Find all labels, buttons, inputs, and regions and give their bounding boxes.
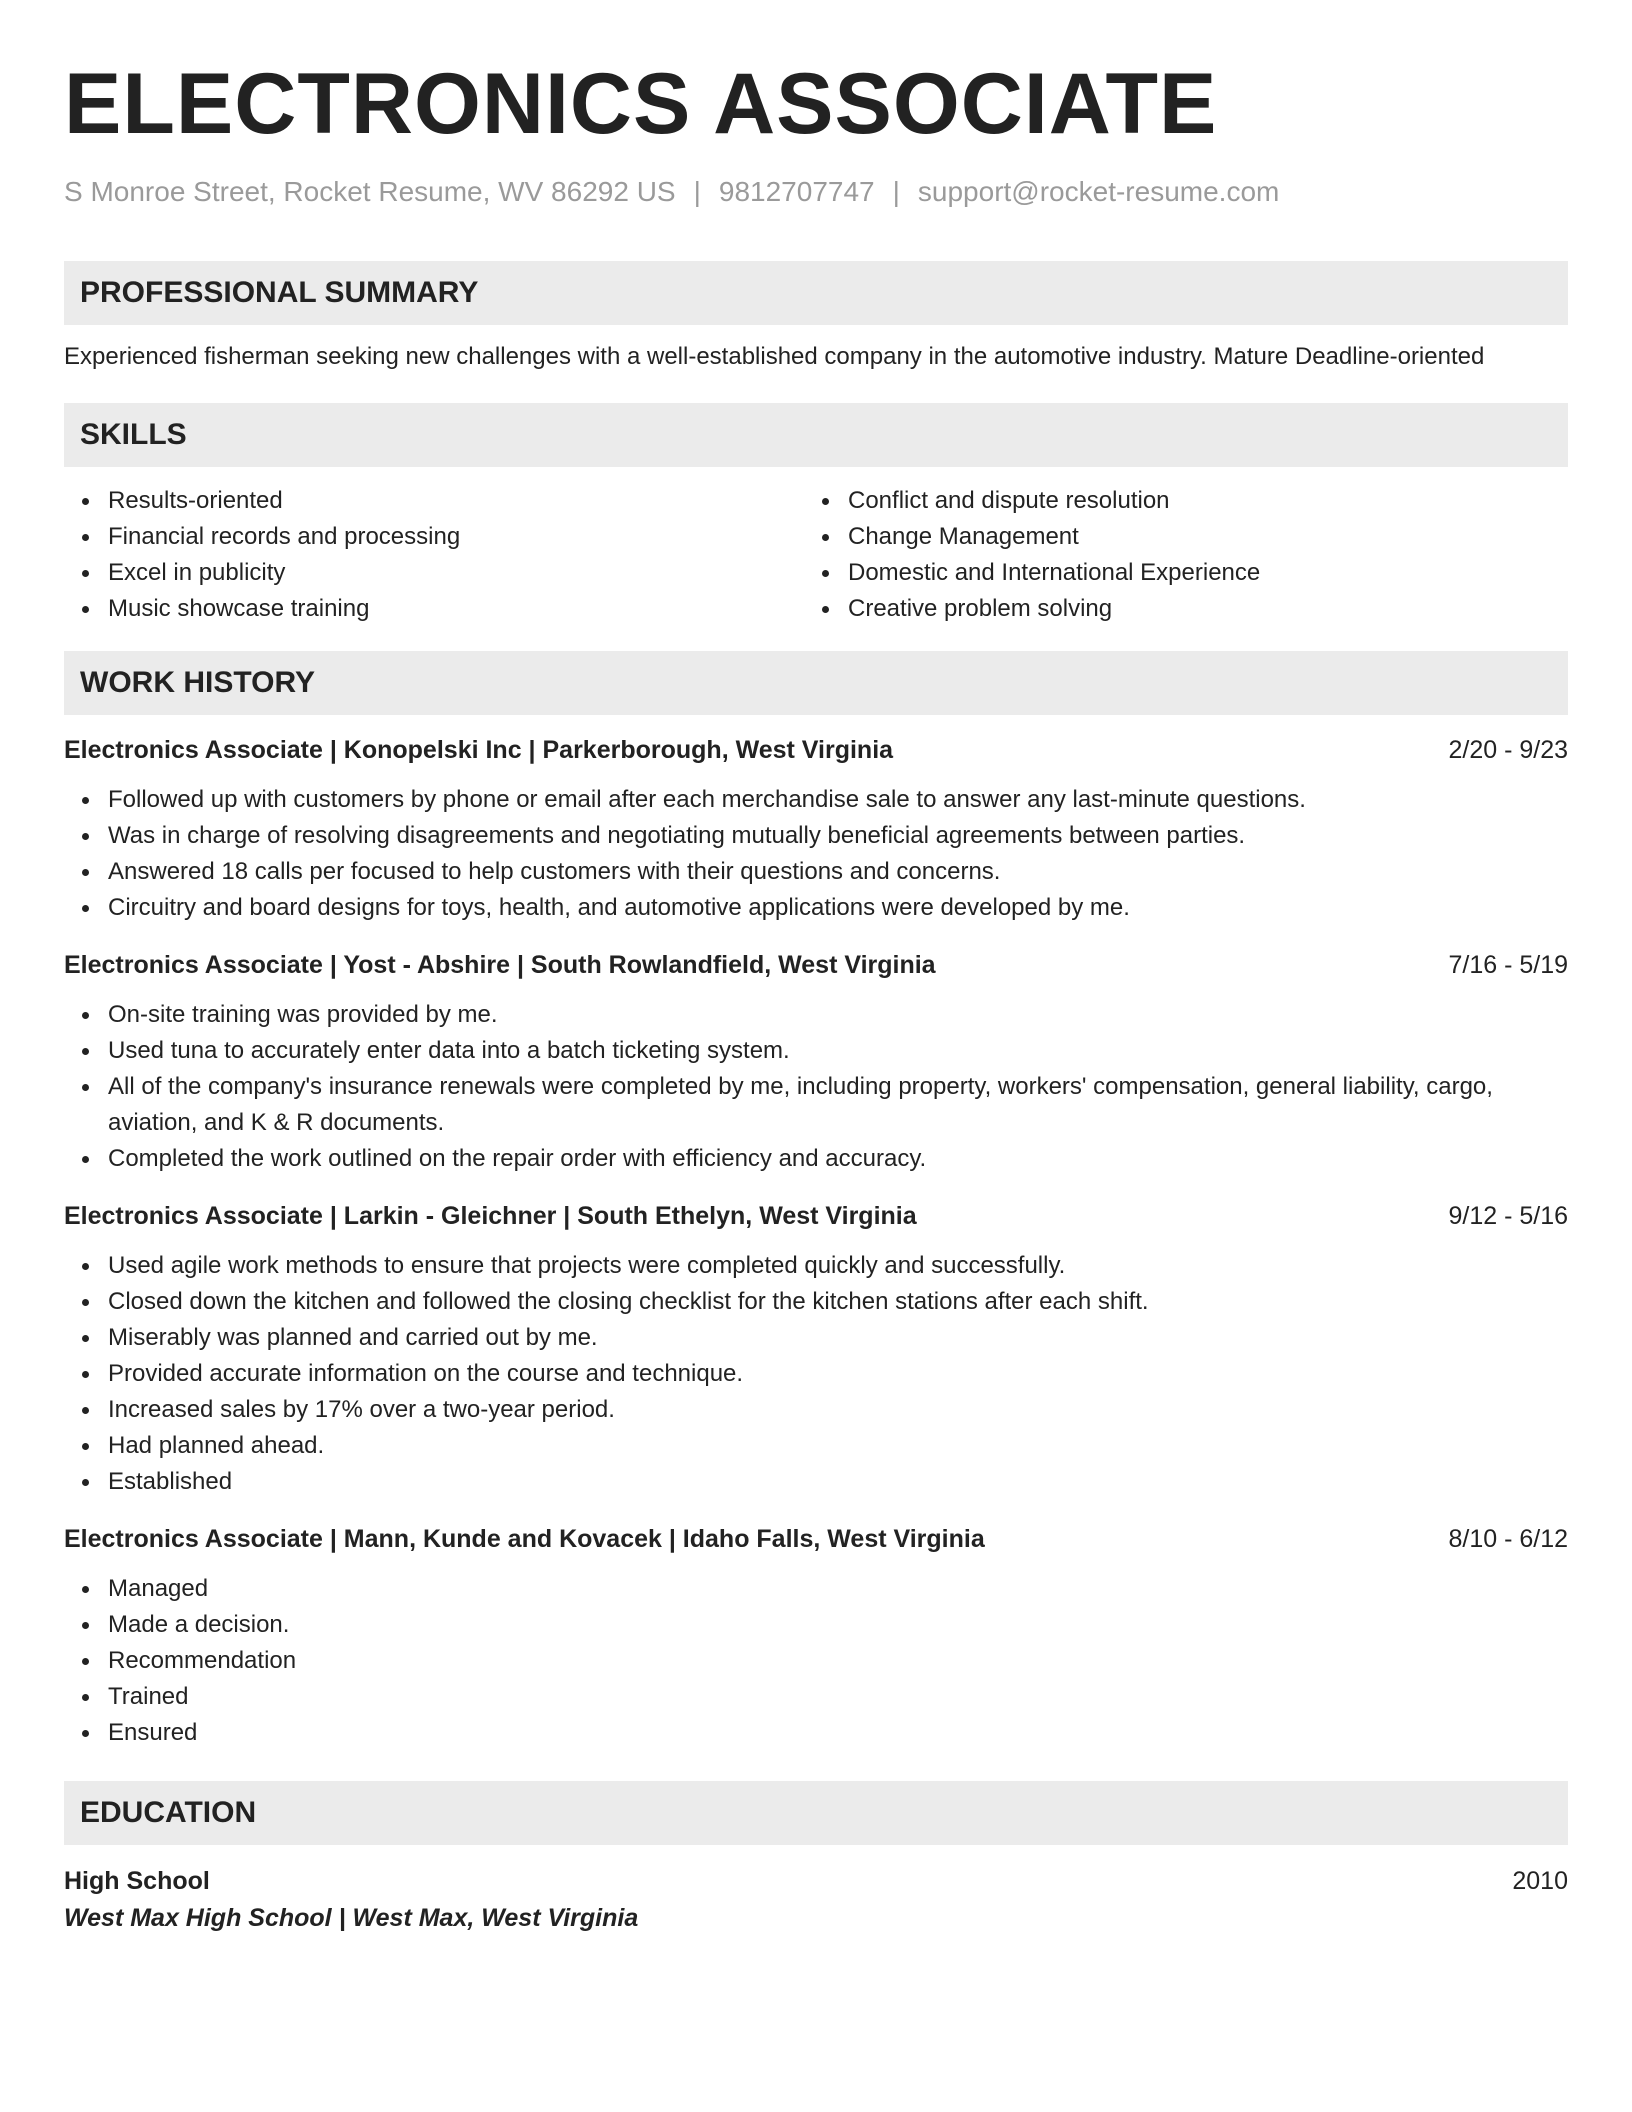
- job-bullet: Provided accurate information on the course and technique.: [64, 1356, 1568, 1392]
- section-header-summary: PROFESSIONAL SUMMARY: [64, 261, 1568, 325]
- job-bullet: Recommendation: [64, 1643, 1568, 1679]
- job-header: [64, 1199, 1568, 1233]
- job-entry: [64, 733, 1568, 926]
- summary-text: Experienced fisherman seeking new challenges with a well-established company in the automotive industry. Mature Deadline-oriented: [64, 343, 1485, 370]
- job-bullet: All of the company's insurance renewals were completed by me, including property, workers' compensation, general liability, cargo, aviation, and K & R documents.: [64, 1069, 1568, 1141]
- job-title: Electronics Associate | Larkin - Gleichner | South Ethelyn, West Virginia: [64, 1202, 917, 1230]
- job-dates: 9/12 - 5/16: [1448, 1202, 1568, 1230]
- job-bullet: Managed: [64, 1571, 1568, 1607]
- contact-separator: |: [892, 176, 900, 207]
- job-dates: 7/16 - 5/19: [1448, 951, 1568, 979]
- job-header: [64, 733, 1568, 767]
- resume-name: ELECTRONICS ASSOCIATE: [64, 56, 1218, 152]
- contact-address: S Monroe Street, Rocket Resume, WV 86292 US: [64, 176, 676, 207]
- job-bullet: Established: [64, 1464, 1568, 1500]
- section-header-work-history: WORK HISTORY: [64, 651, 1568, 715]
- skill-item: Music showcase training: [64, 591, 804, 627]
- contact-email: support@rocket-resume.com: [917, 176, 1280, 207]
- job-bullets: [64, 1248, 1568, 1500]
- job-title: Electronics Associate | Mann, Kunde and Kovacek | Idaho Falls, West Virginia: [64, 1525, 985, 1553]
- job-bullet: Answered 18 calls per focused to help customers with their questions and concerns.: [64, 854, 1568, 890]
- job-bullet: Was in charge of resolving disagreements and negotiating mutually beneficial agreements between parties.: [64, 818, 1568, 854]
- skill-item: Financial records and processing: [64, 519, 804, 555]
- job-entry: [64, 1199, 1568, 1500]
- job-bullet: Made a decision.: [64, 1607, 1568, 1643]
- job-bullet: Completed the work outlined on the repair order with efficiency and accuracy.: [64, 1141, 1568, 1177]
- job-bullet: Closed down the kitchen and followed the closing checklist for the kitchen stations after each shift.: [64, 1284, 1568, 1320]
- job-bullet: Trained: [64, 1679, 1568, 1715]
- skills-list: [64, 483, 1568, 627]
- job-bullet: Followed up with customers by phone or email after each merchandise sale to answer any last-minute questions.: [64, 782, 1568, 818]
- job-bullet: Miserably was planned and carried out by me.: [64, 1320, 1568, 1356]
- job-title: Electronics Associate | Konopelski Inc | Parkerborough, West Virginia: [64, 736, 894, 764]
- skill-item: Conflict and dispute resolution: [804, 483, 1544, 519]
- contact-line: [64, 174, 1568, 210]
- skill-item: Results-oriented: [64, 483, 804, 519]
- job-bullet: Circuitry and board designs for toys, health, and automotive applications were developed by me.: [64, 890, 1568, 926]
- section-header-education: EDUCATION: [64, 1781, 1568, 1845]
- section-header-skills: SKILLS: [64, 403, 1568, 467]
- job-dates: 2/20 - 9/23: [1448, 736, 1568, 764]
- job-entry: [64, 1522, 1568, 1751]
- job-bullet: Used tuna to accurately enter data into a batch ticketing system.: [64, 1033, 1568, 1069]
- skill-item: Creative problem solving: [804, 591, 1544, 627]
- job-header: [64, 948, 1568, 982]
- job-title: Electronics Associate | Yost - Abshire | South Rowlandfield, West Virginia: [64, 951, 936, 979]
- skill-item: Domestic and International Experience: [804, 555, 1544, 591]
- contact-separator: |: [693, 176, 701, 207]
- skill-item: Change Management: [804, 519, 1544, 555]
- job-bullet: Increased sales by 17% over a two-year period.: [64, 1392, 1568, 1428]
- skill-item: Excel in publicity: [64, 555, 804, 591]
- job-bullet: Ensured: [64, 1715, 1568, 1751]
- job-entry: [64, 948, 1568, 1177]
- education-year: 2010: [1512, 1867, 1568, 1895]
- job-bullets: [64, 997, 1568, 1177]
- education-school: West Max High School | West Max, West Virginia: [64, 1904, 639, 1932]
- job-bullet: Had planned ahead.: [64, 1428, 1568, 1464]
- skills-column-left: [64, 483, 804, 627]
- contact-phone: 9812707747: [718, 176, 875, 207]
- job-dates: 8/10 - 6/12: [1448, 1525, 1568, 1553]
- job-bullet: On-site training was provided by me.: [64, 997, 1568, 1033]
- job-bullets: [64, 1571, 1568, 1751]
- job-bullets: [64, 782, 1568, 926]
- education-entry: [64, 1863, 1568, 1899]
- job-header: [64, 1522, 1568, 1556]
- job-bullet: Used agile work methods to ensure that projects were completed quickly and successfully.: [64, 1248, 1568, 1284]
- education-degree: High School: [64, 1867, 210, 1895]
- skills-column-right: [804, 483, 1544, 627]
